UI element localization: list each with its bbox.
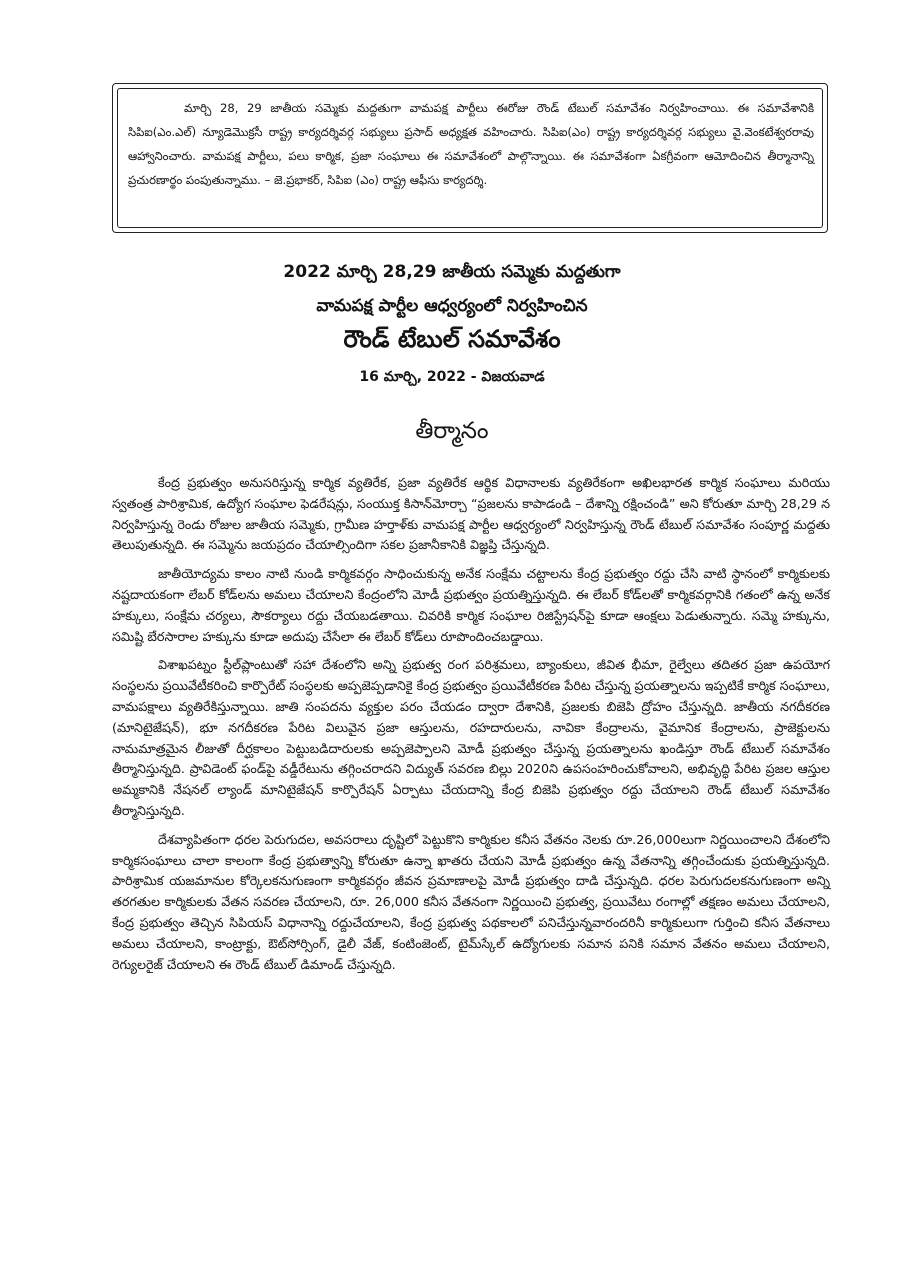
heading-date-place: 16 మార్చి, 2022 - విజయవాడ	[359, 369, 545, 385]
heading-title: రౌండ్ టేబుల్ సమావేశం	[343, 325, 561, 353]
paragraph: జాతీయోద్యమ కాలం నాటి నుండి కార్మికవర్గం సాధించుకున్న అనేక సంక్షేమ చట్టాలను కేంద్ర ప్రభుత్వం రద్దు చేసి వాటి స్థానంలో కార్మికులకు నష్టదాయకంగా లేబర్ కోడ్‌లను అమలు చేయాలని కేంద్రంలోని మోడీ ప్రభుత్వం ప్రయత్నిస్తున్నది. ఈ లేబర్ కోడ్‌లతో కార్మికవర్గానికి గతంలో ఉన్న అనేక హక్కులు, సంక్షేమ చర్యలు, సౌకర్యాలు రద్దు చేయబడతాయి. చివరికి కార్మిక సంఘాల రిజిస్ట్రేషన్‌పై కూడా ఆంక్షలు పెడుతున్నారు. సమ్మె హక్కును, సమిష్టి బేరసారాల హక్కును కూడా అదుపు చేసేలా ఈ లేబర్ కోడ్‌లు రూపొందించబడ్డాయి.	[112, 566, 830, 644]
notice-text	[128, 96, 814, 192]
paragraph: కేంద్ర ప్రభుత్వం అనుసరిస్తున్న కార్మిక వ్యతిరేక, ప్రజా వ్యతిరేక ఆర్థిక విధానాలకు వ్యతిరేకంగా అఖిలభారత కార్మిక సంఘాలు మరియు స్వతంత్ర పారిశ్రామిక, ఉద్యోగ సంఘాల ఫెడరేషన్లు, సంయుక్త కిసాన్‌మోర్చా “ప్రజలను కాపాడండి – దేశాన్ని రక్షించండి” అని కోరుతూ మార్చి 28,29 న నిర్వహిస్తున్న రెండు రోజుల జాతీయ సమ్మెకు, గ్రామీణ హర్తాళ్‌కు వామపక్ష పార్టీల ఆధ్వర్యంలో నిర్వహిస్తున్న రౌండ్ టేబుల్ సమావేశం సంపూర్ణ మద్దతు తెలుపుతున్నది. ఈ సమ్మెను జయప్రదం చేయాల్సిందిగా సకల ప్రజానీకానికి విజ్ఞప్తి చేస్తున్నది.	[112, 475, 830, 553]
notice-box	[112, 83, 828, 233]
paragraph: విశాఖపట్నం స్టీల్‌ప్లాంటుతో సహా దేశంలోని అన్ని ప్రభుత్వ రంగ పరిశ్రమలు, బ్యాంకులు, జీవిత భీమా, రైల్వేలు తదితర ప్రజా ఉపయోగ సంస్థలను ప్రయివేటీకరించి కార్పొరేట్ సంస్థలకు అప్పజెప్పడానికై కేంద్ర ప్రభుత్వం ప్రయివేటీకరణ పేరిట చేస్తున్న ప్రయత్నాలను ఇప్పటికే కార్మిక సంఘాలు, వామపక్షాలు వ్యతిరేకిస్తున్నాయి. జాతి సంపదను వ్యక్తుల పరం చేయడం ద్వారా దేశానికి, ప్రజలకు బిజెపి ద్రోహం చేస్తున్నది. జాతీయ నగదీకరణ (మానిటైజేషన్), భూ నగదీకరణ పేరిట విలువైన ప్రజా ఆస్తులను, రహదారులను, నావికా కేంద్రాలను, వైమానిక కేంద్రాలను, ప్రాజెక్టులను నామమాత్రమైన లీజుతో దీర్ఘకాలం పెట్టుబడిదారులకు అప్పజెప్పాలని మోడీ ప్రభుత్వం చేస్తున్న ప్రయత్నాలను ఖండిస్తూ రౌండ్ టేబుల్ సమావేశం తీర్మానిస్తున్నది. ప్రావిడెంట్ ఫండ్‌పై వడ్డీరేటును తగ్గించరాదని విద్యుత్ సవరణ బిల్లు 2020ని ఉపసంహరించుకోవాలని, అభివృద్ధి పేరిట ప్రజల ఆస్తుల అమ్మకానికి నేషనల్ ల్యాండ్ మానిటైజేషన్ కార్పొరేషన్ ఏర్పాటు చేయదాన్ని కేంద్ర బిజెపి ప్రభుత్వం రద్దు చేయాలని రౌండ్ టేబుల్ సమావేశం తీర్మానిస్తున్నది.	[112, 657, 830, 818]
paragraph: దేశవ్యాపితంగా ధరల పెరుగుదల, అవసరాలు దృష్టిలో పెట్టుకొని కార్మికుల కనీస వేతనం నెలకు రూ.26,000లుగా నిర్ణయించాలని దేశంలోని కార్మికసంఘాలు చాలా కాలంగా కేంద్ర ప్రభుత్వాన్ని కోరుతూ ఉన్నా ఖాతరు చేయని మోడీ ప్రభుత్వం ఉన్న వేతనాన్ని తగ్గించేందుకు ప్రయత్నిస్తున్నది. పారిశ్రామిక యజమానుల కోర్కెలకనుగుణంగా కార్మికవర్గం జీవన ప్రమాణాలపై మోడీ ప్రభుత్వం దాడి చేస్తున్నది. ధరల పెరుగుదలకనుగుణంగా అన్ని తరగతుల కార్మికులకు వేతన సవరణ చేయాలని, రూ. 26,000 కనీస వేతనంగా నిర్ణయించి ప్రభుత్వ, ప్రయివేటు రంగాల్లో తక్షణం అమలు చేయాలని, కేంద్ర ప్రభుత్వం తెచ్చిన సిపియస్ విధానాన్ని రద్దుచేయాలని, కేంద్ర ప్రభుత్వ పథకాలలో పనిచేస్తున్నవారందరినీ కార్మికులుగా గుర్తించి కనీస వేతనాలు అమలు చేయాలని, కాంట్రాక్టు, ఔట్‌సోర్సింగ్, డైలీ వేజ్, కంటింజెంట్, టైమ్‌స్కేల్ ఉద్యోగులకు సమాన పనికి సమాన వేతనం అమలు చేయాలని, రెగ్యులరైజ్ చేయాలని ఈ రౌండ్ టేబుల్ డిమాండ్ చేస్తున్నది.	[112, 831, 830, 972]
heading-strike-support: 2022 మార్చి 28,29 జాతీయ సమ్మెకు మద్దతుగా	[283, 262, 621, 282]
resolution-body	[112, 473, 830, 983]
notice-body: మార్చి 28, 29 జాతీయ సమ్మెకు మద్దతుగా వామపక్ష పార్టీలు ఈరోజు రౌండ్ టేబుల్ సమావేశం నిర్వహించాయి. ఈ సమావేశానికి సిపిఐ(ఎం.ఎల్) న్యూడెమొక్రసీ రాష్ట్ర కార్యదర్శివర్గ సభ్యులు ప్రసాద్ అధ్యక్షత వహించారు. సిపిఐ(ఎం) రాష్ట్ర కార్యదర్శివర్గ సభ్యులు వై.వెంకటేశ్వరరావు ఆహ్వానించారు. వామపక్ష పార్టీలు, పలు కార్మిక, ప్రజా సంఘాలు ఈ సమావేశంలో పాల్గొన్నాయి. ఈ సమావేశంగా ఏకగ్రీవంగా ఆమోదించిన తీర్మానాన్ని ప్రచురణార్థం పంపుతున్నాము. – జె.ప్రభాకర్, సిపిఐ (ఎం) రాష్ట్ర ఆఫీసు కార్యదర్శి.	[128, 101, 814, 187]
heading-organizers: వామపక్ష పార్టీల ఆధ్వర్యంలో నిర్వహించిన	[316, 296, 588, 316]
heading-resolution: తీర్మానం	[415, 418, 489, 444]
